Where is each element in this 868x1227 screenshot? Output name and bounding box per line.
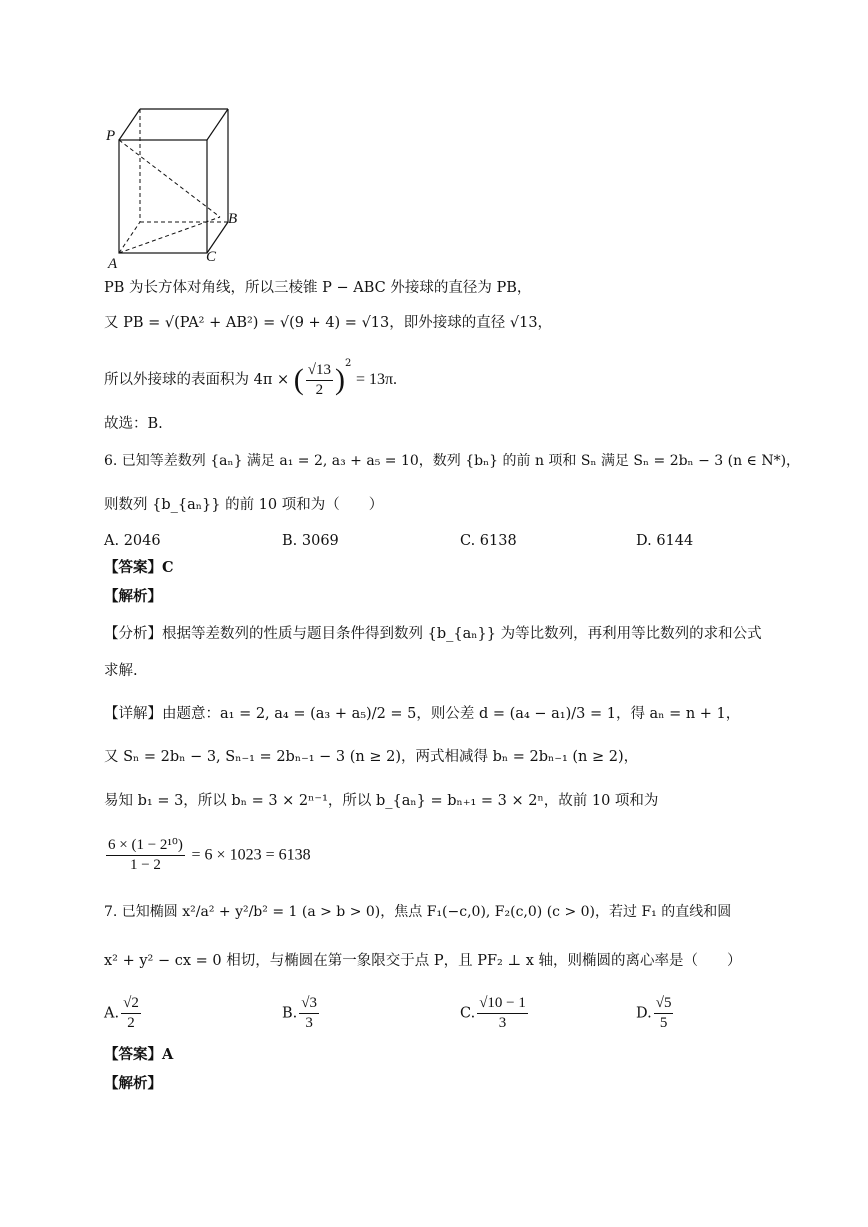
sol5-line2: 又 PB = √(PA² + AB²) = √(9 + 4) = √13，即外接球的直径 √13， <box>104 315 553 331</box>
q6-fenxi-1: 【分析】根据等差数列的性质与题目条件得到数列 {b_{aₙ}} 为等比数列，再利用等比数列的求和公式 <box>104 626 762 642</box>
label-A: A <box>108 256 118 272</box>
q6-detail-3: 易知 b₁ = 3，所以 bₙ = 3 × 2ⁿ⁻¹，所以 b_{aₙ} = bₙ₊₁ = 3 × 2ⁿ，故前 10 项和为 <box>104 793 659 809</box>
q6-line1: 6. 已知等差数列 {aₙ} 满足 a₁ = 2, a₃ + a₅ = 10，数列 {bₙ} 的前 n 项和 Sₙ 满足 Sₙ = 2bₙ − 3 (n ∈ N*)， <box>104 453 801 469</box>
q7-jiexi: 【解析】 <box>104 1075 162 1092</box>
q6-answer: 【答案】C <box>104 559 174 576</box>
q7-option-d: D. $\frac{√5}{5}$ <box>636 995 672 1031</box>
q6-line2: 则数列 {b_{aₙ}} 的前 10 项和为（ ） <box>104 497 384 513</box>
q6-detail-4: $\frac{\text{6 × (1 − 2¹⁰)}}{1 - 2}$ = 6 × 1023 = 6138 <box>108 837 311 873</box>
q7-option-b: B. $\frac{√3}{3}$ <box>282 995 317 1031</box>
q7-option-a: A. $\frac{√2}{2}$ <box>104 995 139 1031</box>
q6-fenxi-2: 求解. <box>104 663 138 679</box>
box-figure <box>100 100 260 272</box>
q6-detail-2: 又 Sₙ = 2bₙ − 3, Sₙ₋₁ = 2bₙ₋₁ − 3 (n ≥ 2)，两式相减得 bₙ = 2bₙ₋₁ (n ≥ 2)， <box>104 749 639 765</box>
q6-option-d: D. 6144 <box>636 533 694 549</box>
q7-line2: x² + y² − cx = 0 相切，与椭圆在第一象限交于点 P，且 PF₂ ⊥ x 轴，则椭圆的离心率是（ ） <box>104 953 742 969</box>
label-C: C <box>206 249 217 265</box>
q7-answer: 【答案】A <box>104 1046 174 1063</box>
label-B: B <box>228 211 238 227</box>
q6-option-b: B. 3069 <box>282 533 339 549</box>
sol5-choice: 故选：B. <box>104 416 163 432</box>
q7-line1: 7. 已知椭圆 x²/a² + y²/b² = 1 (a > b > 0)，焦点 F₁(−c,0), F₂(c,0) (c > 0)，若过 F₁ 的直线和圆 <box>104 904 732 920</box>
sol5-line1: PB 为长方体对角线，所以三棱锥 P − ABC 外接球的直径为 PB， <box>104 280 532 296</box>
label-P: P <box>106 128 116 144</box>
q7-option-c: C. $\frac{√10 - 1}{3}$ <box>460 995 526 1031</box>
q6-detail-1: 【详解】由题意：a₁ = 2, a₄ = (a₃ + a₅)/2 = 5，则公差 d = (a₄ − a₁)/3 = 1，得 aₙ = n + 1， <box>104 706 741 722</box>
q6-option-c: C. 6138 <box>460 533 517 549</box>
q6-jiexi: 【解析】 <box>104 588 162 605</box>
sol5-line3: 所以外接球的表面积为 4π × ( $\frac{√13}{2}$ )$^2$ = 13π. <box>104 358 398 398</box>
q6-option-a: A. 2046 <box>104 533 161 549</box>
